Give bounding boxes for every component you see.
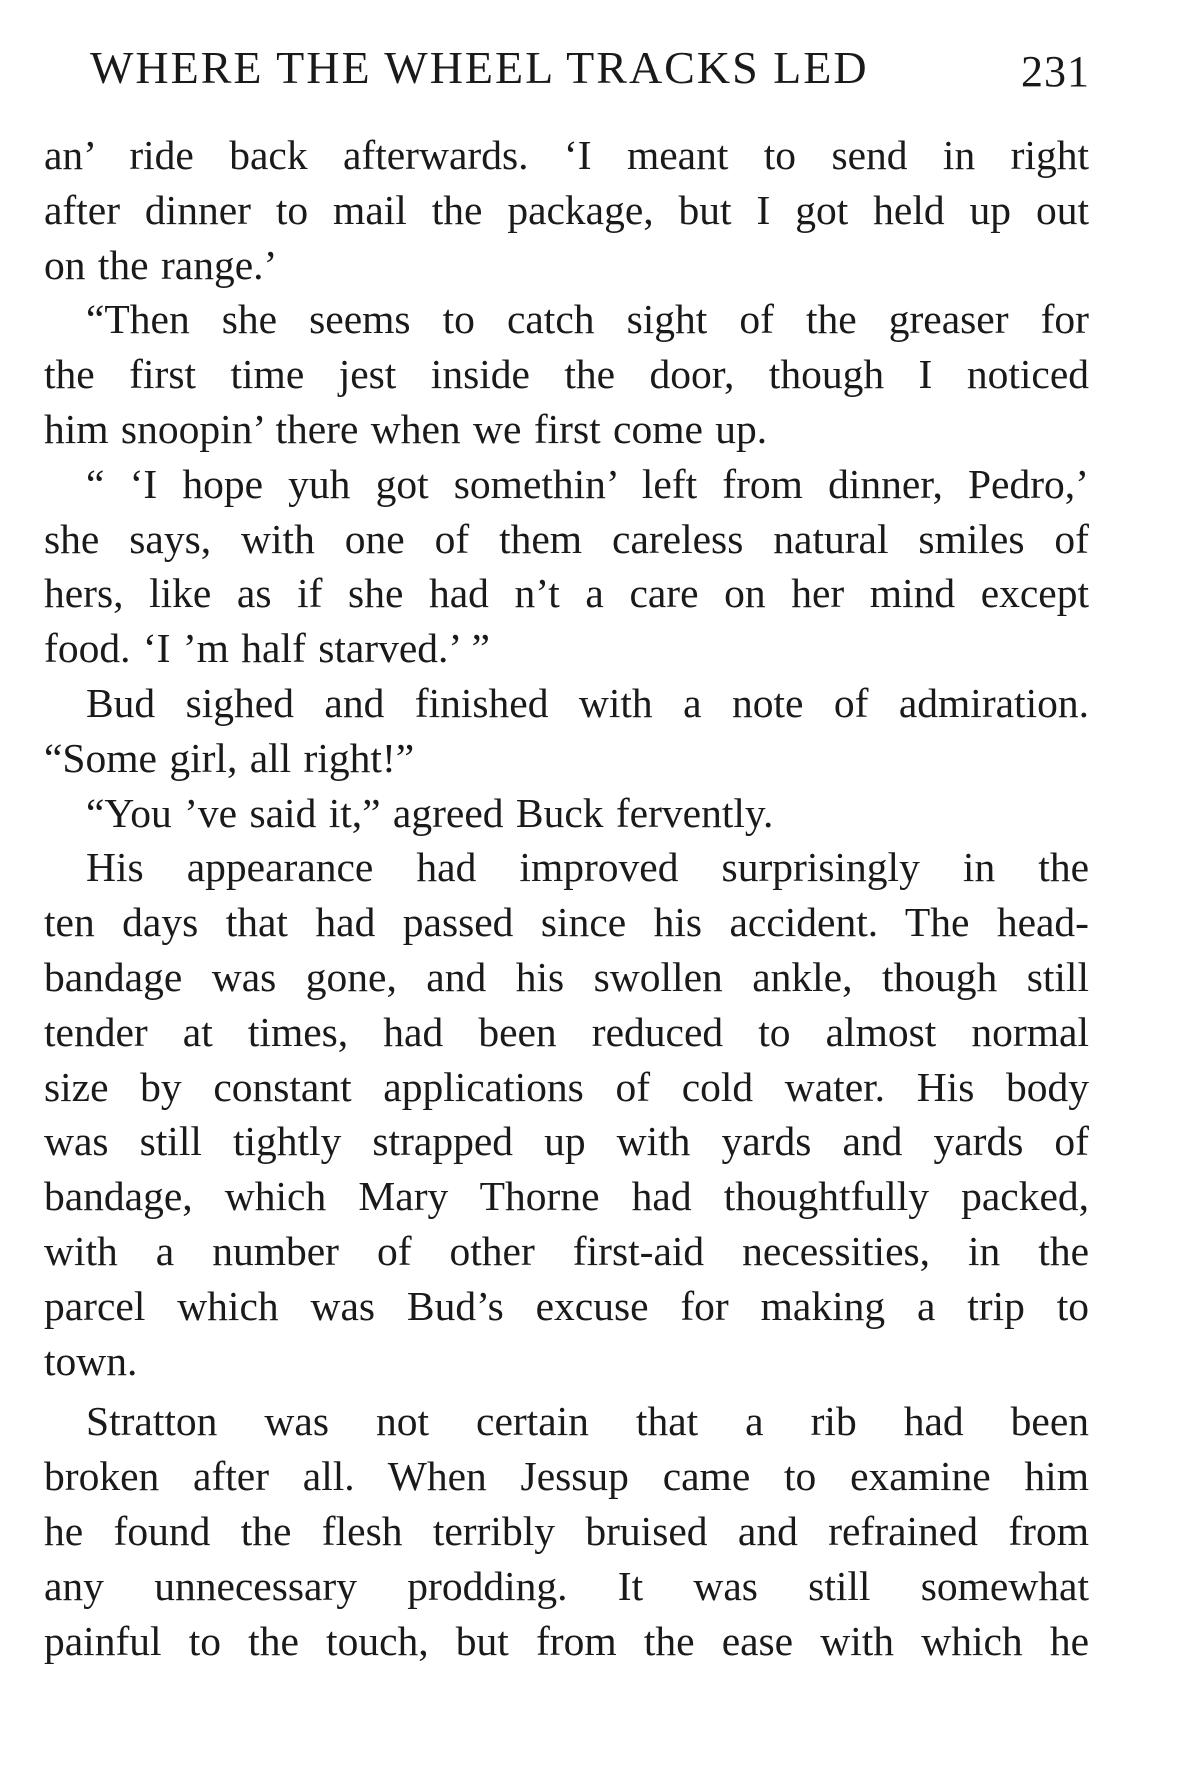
text-line: “Then she seems to catch sight of the greaser for [86, 296, 1089, 343]
text-line: Bud sighed and finished with a note of admiration. [86, 679, 1089, 726]
text-line: with a number of other first-aid necessities, in the [44, 1227, 1089, 1274]
text-line: he found the flesh terribly bruised and refrained from [44, 1507, 1089, 1554]
text-line: “Some girl, all right!” [44, 734, 415, 781]
text-line: on the range.’ [44, 241, 278, 288]
text-line: bandage, which Mary Thorne had thoughtfully packed, [44, 1173, 1089, 1220]
text-line: parcel which was Bud’s excuse for making a trip to [44, 1282, 1089, 1329]
text-line: tender at times, had been reduced to almost normal [44, 1008, 1089, 1055]
text-line: broken after all. When Jessup came to examine him [44, 1453, 1089, 1500]
text-line: any unnecessary prodding. It was still somewhat [44, 1562, 1089, 1609]
text-line: was still tightly strapped up with yards and yards of [44, 1118, 1089, 1165]
text-line: size by constant applications of cold water. His body [44, 1063, 1089, 1110]
text-line: after dinner to mail the package, but I got held up out [44, 186, 1089, 233]
text-line: “ ‘I hope yuh got somethin’ left from dinner, Pedro,’ [86, 460, 1089, 507]
text-line: bandage was gone, and his swollen ankle, though still [44, 953, 1089, 1000]
text-line: “You ’ve said it,” agreed Buck fervently. [86, 789, 774, 836]
page-number: 231 [1021, 47, 1090, 96]
text-line: food. ‘I ’m half starved.’ ” [44, 625, 490, 672]
text-line: ten days that had passed since his accident. The head- [44, 899, 1089, 946]
text-line: him snoopin’ there when we first come up. [44, 405, 768, 452]
text-line: the first time jest inside the door, though I noticed [44, 351, 1089, 398]
running-title: WHERE THE WHEEL TRACKS LED [90, 42, 869, 93]
text-line: painful to the touch, but from the ease with which he [44, 1617, 1089, 1664]
text-line: Stratton was not certain that a rib had been [86, 1398, 1089, 1445]
text-line: hers, like as if she had n’t a care on her mind except [44, 570, 1089, 617]
body-text [44, 128, 1089, 1668]
text-line: His appearance had improved surprisingly in the [86, 844, 1089, 891]
running-head [90, 38, 1090, 98]
text-line: town. [44, 1337, 138, 1384]
text-line: an’ ride back afterwards. ‘I meant to send in right [44, 132, 1089, 178]
text-line: she says, with one of them careless natural smiles of [44, 515, 1089, 562]
